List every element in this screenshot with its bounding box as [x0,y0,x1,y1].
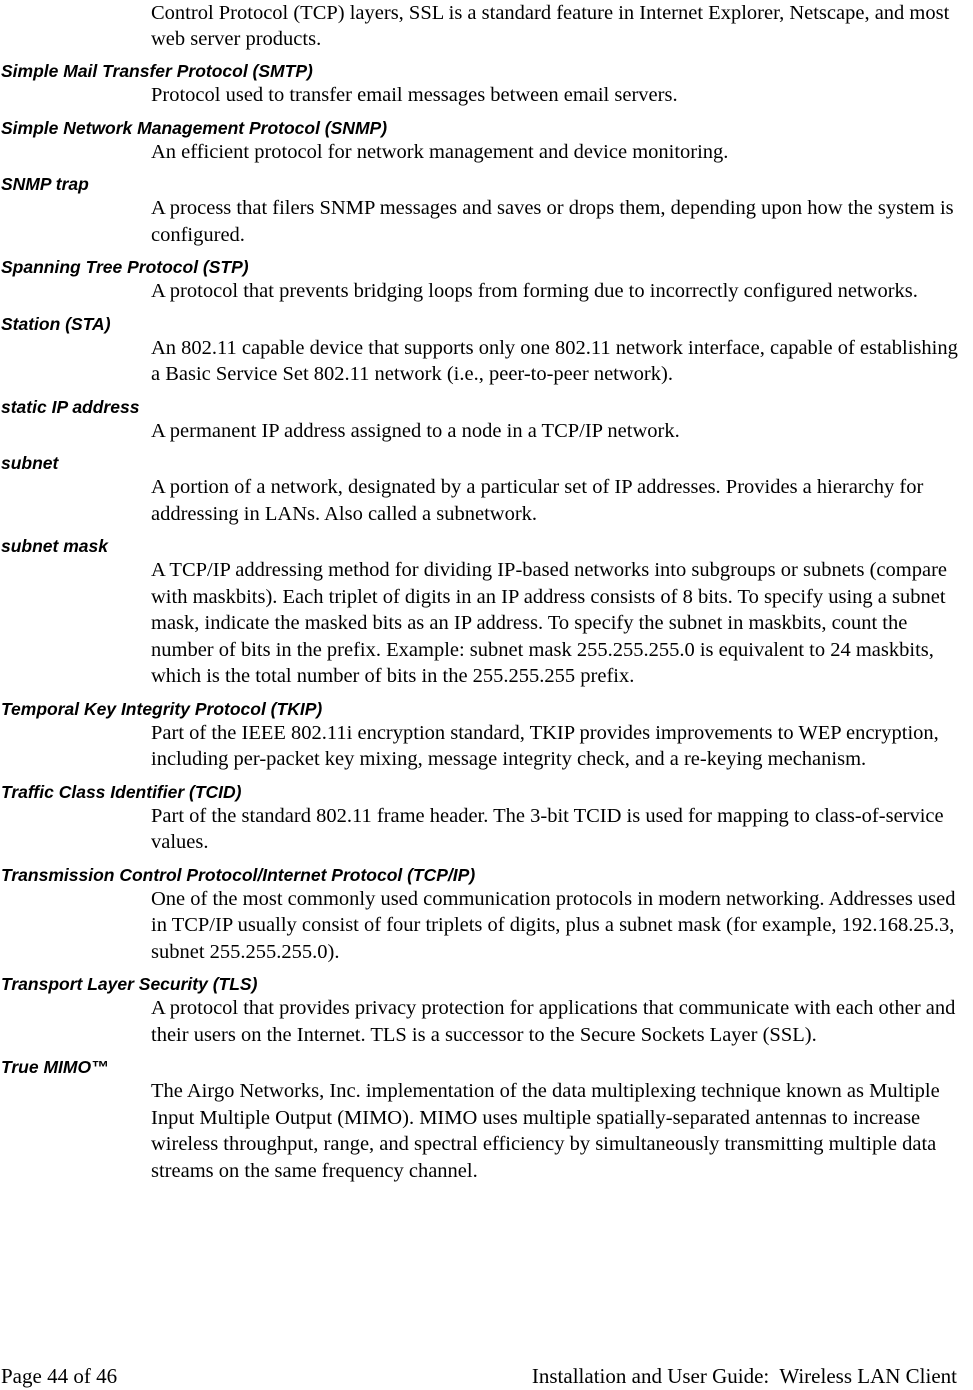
glossary-definition: The Airgo Networks, Inc. implementation of the data multiplexing technique known as Multiple Input Multiple Output (MIMO). MIMO uses multiple spatially-separated antennas to increase wireless throughput, range, and spectral efficiency by simultaneously transmitting multiple data streams on the same frequency channel. [151,1080,940,1182]
glossary-term: subnet mask [1,536,108,556]
glossary-definition: A permanent IP address assigned to a node in a TCP/IP network. [151,419,680,442]
glossary-entry [0,257,973,305]
glossary-entry [0,61,973,109]
glossary-definition: An efficient protocol for network management and device monitoring. [151,140,729,163]
glossary-entry [0,453,973,527]
glossary-definition: One of the most commonly used communication protocols in modern networking. Addresses used in TCP/IP usually consist of four triplets of digits, plus a subnet mask (for example, 192.168.25.3, subnet 255.255.255.0). [151,887,956,963]
guide-title: Installation and User Guide: Wireless LAN Client [531,1364,957,1388]
glossary-entry [0,865,973,966]
glossary-entry [0,1057,973,1184]
glossary-entry [0,174,973,248]
glossary-term: SNMP trap [1,174,89,194]
glossary-definition: Part of the IEEE 802.11i encryption standard, TKIP provides improvements to WEP encryption, including per-packet key mixing, message integrity check, and a re-keying mechanism. [151,721,939,770]
glossary-entry [0,314,973,388]
glossary-term: Simple Network Management Protocol (SNMP) [1,117,388,138]
glossary-entry [0,397,973,445]
glossary-definition: An 802.11 capable device that supports only one 802.11 network interface, capable of establishing a Basic Service Set 802.11 network (i.e., peer-to-peer network). [151,336,958,385]
glossary-term: Temporal Key Integrity Protocol (TKIP) [1,698,323,719]
glossary-term: subnet [1,453,59,473]
glossary-definition: A process that filers SNMP messages and saves or drops them, depending upon how the system is configured. [151,197,954,246]
glossary-entry [0,118,973,166]
glossary-term: Station (STA) [1,313,111,334]
glossary-term: Transmission Control Protocol/Internet Protocol (TCP/IP) [1,864,476,885]
glossary-term: static IP address [1,396,140,417]
glossary-entry [0,536,973,690]
glossary-list [0,61,973,1184]
intro-continuation: Control Protocol (TCP) layers, SSL is a standard feature in Internet Explorer, Netscape, and most web server products. [151,2,950,50]
page-number: Page 44 of 46 [1,1364,118,1388]
glossary-term: True MIMO™ [1,1057,109,1077]
glossary-definition: A portion of a network, designated by a particular set of IP addresses. Provides a hierarchy for addressing in LANs. Also called a subnetwork. [151,476,924,525]
glossary-definition: Protocol used to transfer email messages between email servers. [151,84,678,106]
glossary-entry [0,782,973,856]
glossary-term: Transport Layer Security (TLS) [1,974,258,994]
glossary-definition: A TCP/IP addressing method for dividing IP-based networks into subgroups or subnets (compare with maskbits). Each triplet of digits in an IP address consists of 8 bits. To specify using a subnet mask, indicate the masked bits as an IP address. To specify the subnet in maskbits, count the number of bits in the prefix. Example: subnet mask 255.255.255.0 is equivalent to 24 maskbits, which is the total number of bits in the 255.255.255 prefix. [151,559,947,687]
glossary-term: Spanning Tree Protocol (STP) [1,257,249,277]
page-footer [0,1362,957,1390]
glossary-entry [0,699,973,773]
glossary-term: Simple Mail Transfer Protocol (SMTP) [1,61,313,81]
glossary-entry [0,974,973,1048]
glossary-definition: A protocol that prevents bridging loops from forming due to incorrectly configured networks. [151,280,918,302]
glossary-definition: A protocol that provides privacy protection for applications that communicate with each other and their users on the Internet. TLS is a successor to the Secure Sockets Layer (SSL). [151,997,956,1046]
glossary-definition: Part of the standard 802.11 frame header. The 3-bit TCID is used for mapping to class-of-service values. [151,804,944,853]
glossary-term: Traffic Class Identifier (TCID) [1,781,242,802]
